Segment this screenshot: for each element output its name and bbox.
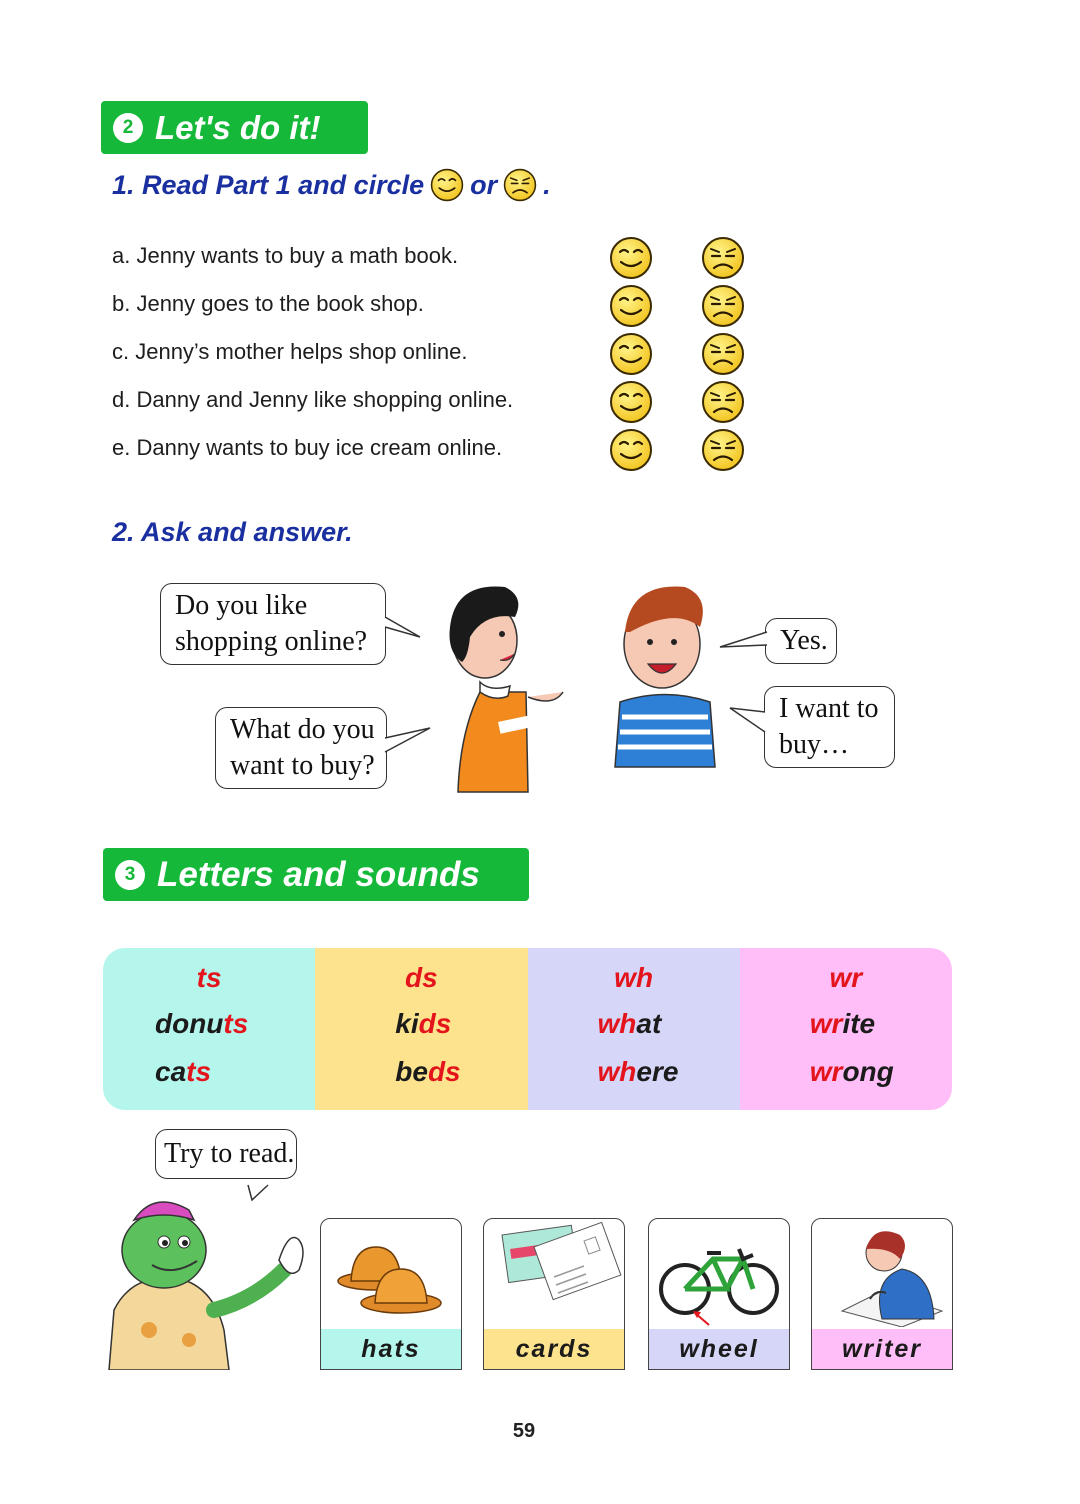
task1-suffix: . [543, 169, 551, 200]
phonics-table [103, 948, 952, 1110]
bubble-line: shopping online? [175, 626, 368, 657]
boy-illustration [600, 582, 730, 772]
card-label: writer [812, 1329, 952, 1369]
statement-b: b. Jenny goes to the book shop. [112, 291, 424, 316]
phonics-column-ds [315, 948, 527, 1110]
phonics-sound: wh [614, 962, 654, 993]
task1-or: or [470, 169, 498, 200]
phonics-word: write [809, 1008, 876, 1039]
section-number: 3 [115, 860, 145, 890]
speech-bubble-try-to-read [155, 1129, 297, 1179]
bubble-line: Do you like [175, 590, 308, 621]
postcards-icon [484, 1219, 624, 1327]
phonics-word: cats [155, 1056, 212, 1087]
phonics-word: wrong [809, 1056, 894, 1087]
phonics-column-wh [528, 948, 740, 1110]
phonics-sound: wr [829, 962, 863, 993]
bubble-line: Try to read. [164, 1138, 295, 1169]
card-label: cards [484, 1329, 624, 1369]
phonics-sound: ts [196, 962, 222, 993]
dinosaur-mascot-illustration [104, 1190, 309, 1370]
bubble-line: I want to [779, 693, 879, 724]
phonics-word: where [597, 1056, 679, 1087]
girl-illustration [440, 582, 570, 797]
picture-card-writer [811, 1218, 953, 1370]
section-title: Let's do it! [155, 108, 321, 146]
phonics-word: kids [395, 1008, 452, 1039]
bicycle-icon [649, 1219, 789, 1327]
picture-card-hats [320, 1218, 462, 1370]
picture-card-wheel [648, 1218, 790, 1370]
section-title: Letters and sounds [157, 854, 480, 894]
bubble-line: Yes. [780, 625, 828, 656]
page-number: 59 [512, 1420, 536, 1442]
picture-card-cards [483, 1218, 625, 1370]
phonics-word: beds [395, 1056, 461, 1087]
statement-e: e. Danny wants to buy ice cream online. [112, 435, 503, 460]
card-label: hats [321, 1329, 461, 1369]
section-number: 2 [113, 113, 143, 143]
section-banner-letters-and-sounds [103, 848, 529, 901]
task1-prefix: 1. Read Part 1 and circle [112, 169, 425, 200]
statement-c: c. Jenny’s mother helps shop online. [112, 339, 468, 364]
hats-icon [321, 1219, 461, 1327]
statement-a: a. Jenny wants to buy a math book. [112, 243, 459, 268]
writer-icon [812, 1219, 952, 1327]
phonics-column-ts [103, 948, 315, 1110]
bubble-line: want to buy? [230, 750, 375, 781]
bubble-line: buy… [779, 729, 849, 760]
statement-d: d. Danny and Jenny like shopping online. [112, 387, 514, 412]
phonics-column-wr [740, 948, 952, 1110]
task2-heading: 2. Ask and answer. [112, 517, 353, 547]
bubble-line: What do you [230, 714, 375, 745]
card-label: wheel [649, 1329, 789, 1369]
phonics-word: donuts [155, 1008, 249, 1039]
phonics-word: what [597, 1008, 662, 1039]
phonics-sound: ds [405, 962, 438, 993]
